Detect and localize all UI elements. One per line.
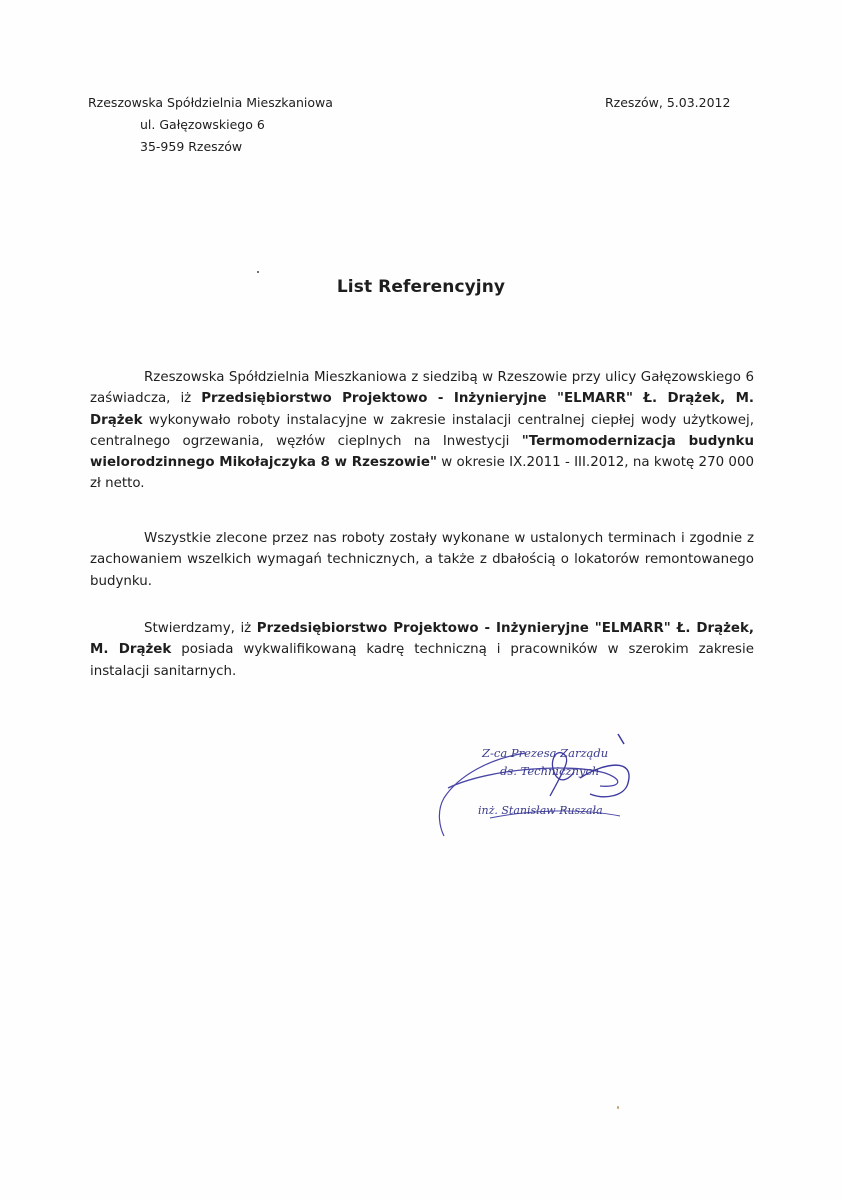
stamp-position: Z-ca Prezesa Zarządu	[482, 746, 609, 760]
place-and-date: Rzeszów, 5.03.2012	[605, 95, 731, 110]
paragraph-1-investment-name: "Termomodernizacja budynku wielorodzinnego Mikołajczyka 8 w Rzeszowie"	[90, 433, 754, 471]
letter-title: List Referencyjny	[336, 277, 506, 297]
scan-speck	[257, 271, 259, 273]
paragraph-1-company-name: Przedsiębiorstwo Projektowo - Inżynieryjne "ELMARR" Ł. Drążek, M. Drążek	[90, 391, 754, 428]
stamp-department: ds. Technicznych	[500, 764, 600, 778]
paragraph-3-company-name: Przedsiębiorstwo Projektowo - Inżynieryjne "ELMARR" Ł. Drążek, M. Drążek	[90, 621, 754, 658]
sender-city: 35-959 Rzeszów	[140, 139, 243, 154]
paragraph-1-text-1: Rzeszowska Spółdzielnia Mieszkaniowa z siedzibą w Rzeszowie przy ulicy Gałęzowskiego 6 zaświadcza, iż	[90, 370, 754, 407]
paragraph-1-text-3: w okresie IX.2011 - III.2012, na kwotę 270 000 zł netto.	[90, 455, 754, 492]
paragraph-3	[90, 618, 754, 682]
sender-address-block	[88, 92, 333, 158]
paragraph-3-text-2: posiada wykwalifikowaną kadrę techniczną i pracowników w szerokim zakresie instalacji sanitarnych.	[90, 642, 754, 679]
sender-name: Rzeszowska Spółdzielnia Mieszkaniowa	[88, 95, 333, 110]
stamp-signatory-name: inż. Stanisław Ruszała	[478, 804, 603, 817]
paragraph-3-text-1: Stwierdzamy, iż	[144, 621, 257, 636]
paragraph-1	[90, 367, 754, 495]
paragraph-1-text-2: wykonywało roboty instalacyjne w zakresie instalacji centralnej ciepłej wody użytkowej, centralnego ogrzewania, węzłów cieplnych na Inwestycji	[90, 412, 754, 449]
sender-street: ul. Gałęzowskiego 6	[140, 117, 265, 132]
paragraph-2	[90, 528, 754, 592]
scan-speck	[617, 1106, 619, 1109]
signature-stamp	[430, 728, 650, 843]
paragraph-2-text: Wszystkie zlecone przez nas roboty zostały wykonane w ustalonych terminach i zgodnie z zachowaniem wszelkich wymagań technicznych, a także z dbałością o lokatorów remontowanego budynku.	[90, 531, 754, 589]
